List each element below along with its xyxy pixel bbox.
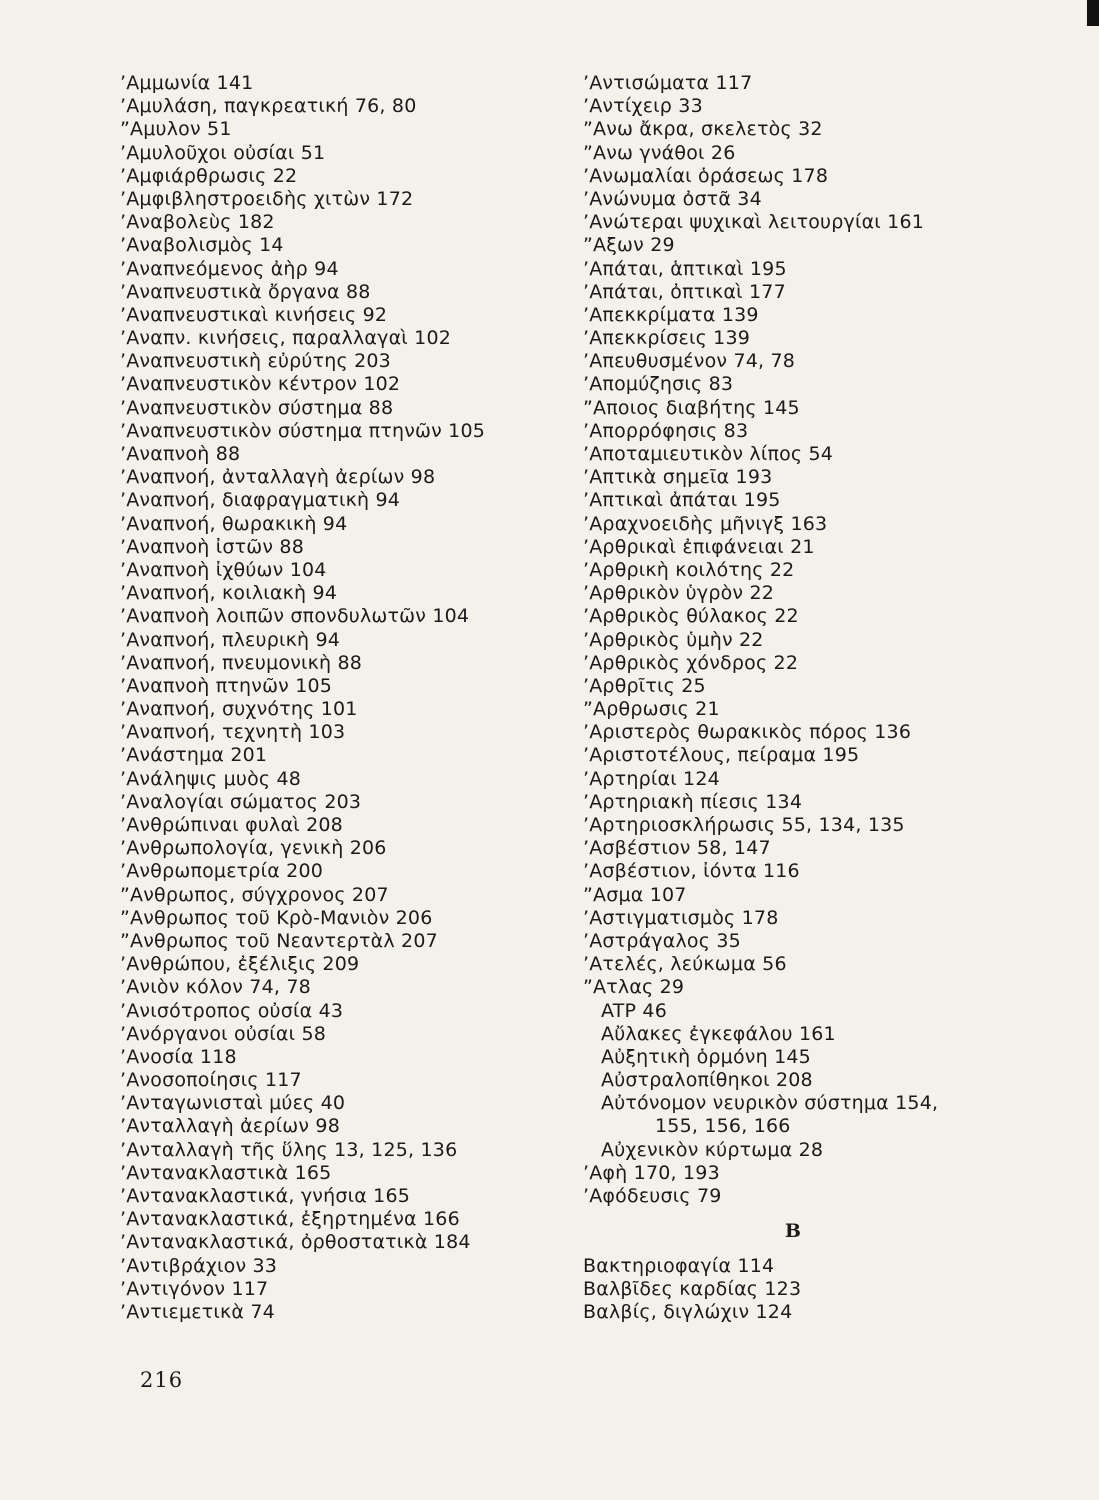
index-entry: ’Αμυλοῦχοι οὐσίαι 51 (120, 141, 326, 164)
index-entry: ”Αμυλον 51 (120, 118, 232, 141)
index-entry: Αὐστραλοπίθηκοι 208 (601, 1069, 813, 1092)
index-entry: ’Αντιβράχιον 33 (120, 1254, 278, 1277)
index-entry: ’Αναπνοὴ 88 (120, 443, 241, 465)
index-entry: ’Αναπνοή, πνευμονικὴ 88 (120, 651, 363, 674)
index-entry: ’Αναπνευστικὰ ὄργανα 88 (120, 280, 371, 303)
index-entry: ’Απεκκρίσεις 139 (583, 327, 751, 350)
index-entry: ”Ανω γνάθοι 26 (583, 141, 736, 164)
index-entry: ’Αναπν. κινήσεις, παραλλαγαὶ 102 (120, 327, 452, 350)
index-entry: ’Αντανακλαστικά, ἐξηρτημένα 166 (120, 1208, 460, 1231)
index-entry: ’Αρθρικαὶ ἐπιφάνειαι 21 (583, 535, 815, 558)
index-entry: ’Αρθρικὸν ὑγρὸν 22 (583, 582, 775, 605)
index-entry: Αὔλακες ἐγκεφάλου 161 (601, 1022, 836, 1045)
index-entry: ’Αριστερὸς θωρακικὸς πόρος 136 (583, 721, 912, 744)
index-entry: ’Απάται, ὀπτικαὶ 177 (583, 280, 786, 303)
index-entry: ’Αναπνοή, τεχνητὴ 103 (120, 721, 346, 744)
index-entry: ’Αστιγματισμὸς 178 (583, 906, 779, 929)
index-entry: ’Ανιὸν κόλον 74, 78 (120, 976, 311, 999)
index-entry: ’Αναπνευστικὸν κέντρον 102 (120, 373, 401, 396)
index-entry: ’Απτικὰ σημεῖα 193 (583, 466, 773, 489)
index-entry: ’Αρθρικὸς θύλακος 22 (583, 605, 799, 628)
index-entry: ’Ανταγωνισταὶ μύες 40 (120, 1092, 346, 1115)
index-entry: ’Αρτηριακὴ πίεσις 134 (583, 790, 803, 813)
index-entry: Βακτηριοφαγία 114 (583, 1254, 775, 1277)
index-entry: ’Αναπνοὴ λοιπῶν σπονδυλωτῶν 104 (120, 605, 470, 628)
index-entry: ’Αραχνοειδὴς μῆνιγξ 163 (583, 512, 828, 535)
index-entry: ’Αρθρικὴ κοιλότης 22 (583, 558, 795, 581)
index-entry: ’Ασβέστιον 58, 147 (583, 837, 771, 860)
index-entry: ’Απτικαὶ ἀπάται 195 (583, 489, 781, 512)
index-entry: ’Ανοσοποίησις 117 (120, 1069, 302, 1092)
index-entry: ’Αναπνοή, κοιλιακὴ 94 (120, 582, 338, 605)
index-entry: ’Αναπνευστικὸν σύστημα 88 (120, 396, 394, 419)
index-entry: ’Ανταλλαγὴ ἀερίων 98 (120, 1115, 340, 1138)
index-entry: ’Αρθρῖτις 25 (583, 674, 706, 697)
index-entry: ’Αντανακλαστικά, ὀρθοστατικὰ 184 (120, 1231, 471, 1254)
index-entry: ”Ανω ἄκρα, σκελετὸς 32 (583, 118, 823, 141)
index-entry: ’Ανισότροπος οὐσία 43 (120, 999, 344, 1022)
index-entry: ’Αναπνοή, συχνότης 101 (120, 698, 358, 721)
index-entry: ’Αναπνεόμενος ἀὴρ 94 (120, 257, 339, 280)
index-entry: ’Αναπνοὴ ἰχθύων 104 (120, 558, 327, 581)
index-entry: ’Αναπνοή, θωρακικὴ 94 (120, 512, 348, 535)
index-entry: ’Ανθρώπιναι φυλαὶ 208 (120, 814, 343, 836)
index-entry: ’Αμμωνία 141 (120, 72, 254, 94)
index-column-left (120, 72, 560, 1324)
index-entry: ”Ασμα 107 (583, 883, 687, 906)
index-entry: ’Ανωμαλίαι ὁράσεως 178 (583, 164, 829, 187)
index-entry: ’Αναπνοή, πλευρικὴ 94 (120, 628, 341, 651)
index-entry: ’Αναπνευστικαὶ κινήσεις 92 (120, 303, 388, 326)
index-entry: ’Ανάληψις μυὸς 48 (120, 767, 302, 790)
index-entry: ’Απομύζησις 83 (583, 373, 734, 396)
index-entry: ’Αντιγόνον 117 (120, 1277, 269, 1300)
index-entry: ”Ανθρωπος τοῦ Νεαντερτὰλ 207 (120, 929, 438, 952)
index-entry: Βαλβῖδες καρδίας 123 (583, 1277, 802, 1300)
index-entry: ’Αντίχειρ 33 (583, 95, 703, 118)
index-entry: ’Αποταμιευτικὸν λίπος 54 (583, 443, 834, 465)
index-entry: ’Ασβέστιον, ἰόντα 116 (583, 860, 800, 883)
index-entry: Αὐχενικὸν κύρτωμα 28 (601, 1138, 824, 1161)
index-entry: Αὐξητικὴ ὁρμόνη 145 (601, 1045, 811, 1068)
index-entry: ’Ατελές, λεύκωμα 56 (583, 953, 787, 976)
index-entry: ”Ανθρωπος, σύγχρονος 207 (120, 883, 389, 906)
index-entry: ’Ανώτεραι ψυχικαὶ λειτουργίαι 161 (583, 211, 925, 234)
index-entry: ’Ανθρώπου, ἐξέλιξις 209 (120, 953, 360, 976)
index-entry: ATP 46 (601, 999, 668, 1022)
section-letter-heading: Β (784, 1220, 802, 1243)
index-entry: ”Αξων 29 (583, 234, 675, 257)
index-entry: ’Ανθρωπολογία, γενικὴ 206 (120, 837, 387, 860)
index-entry: ’Αρθρικὸς ὑμὴν 22 (583, 628, 764, 651)
index-entry: ’Αφὴ 170, 193 (583, 1161, 720, 1184)
index-entry: ’Ανοσία 118 (120, 1045, 237, 1068)
index-entry: ’Αντανακλαστικὰ 165 (120, 1161, 332, 1184)
index-entry: ’Αστράγαλος 35 (583, 929, 741, 952)
index-entry: ’Απορρόφησις 83 (583, 419, 749, 442)
index-entry: 155, 156, 166 (655, 1115, 791, 1138)
index-entry: ’Αριστοτέλους, πείραμα 195 (583, 744, 860, 767)
index-entry: ’Αναπνοή, διαφραγματικὴ 94 (120, 489, 401, 512)
page-number: 216 (140, 1368, 184, 1392)
index-entry: ’Αναπνευστικὴ εὐρύτης 203 (120, 350, 391, 373)
index-entry: ’Αναπνευστικὸν σύστημα πτηνῶν 105 (120, 419, 486, 442)
index-entry: ”Αρθρωσις 21 (583, 698, 720, 721)
scan-edge-mark (1087, 0, 1099, 26)
index-entry: ’Αμφιβληστροειδὴς χιτὼν 172 (120, 187, 414, 210)
index-entry: ”Αποιος διαβήτης 145 (583, 396, 800, 419)
index-entry: ’Αναπνοὴ πτηνῶν 105 (120, 674, 333, 697)
index-entry: ’Αρθρικὸς χόνδρος 22 (583, 651, 799, 674)
index-entry: ’Ανταλλαγὴ τῆς ὕλης 13, 125, 136 (120, 1138, 458, 1161)
index-entry: ’Απεκκρίματα 139 (583, 303, 759, 326)
index-entry: ’Απάται, ἁπτικαὶ 195 (583, 257, 787, 280)
index-entry: ’Αντανακλαστικά, γνήσια 165 (120, 1185, 411, 1207)
index-entry: ’Αμφιάρθρωσις 22 (120, 164, 298, 187)
index-entry: ’Αναβολισμὸς 14 (120, 234, 284, 257)
index-entry: ’Αρτηριοσκλήρωσις 55, 134, 135 (583, 814, 905, 836)
index-entry: ’Αφόδευσις 79 (583, 1185, 722, 1207)
index-entry: ’Ανθρωπομετρία 200 (120, 860, 324, 883)
index-entry: ’Αντισώματα 117 (583, 72, 753, 94)
index-entry: ’Αναπνοή, ἀνταλλαγὴ ἀερίων 98 (120, 466, 436, 489)
index-entry: Αὐτόνομον νευρικὸν σύστημα 154, (601, 1092, 939, 1115)
index-entry: ’Αντιεμετικὰ 74 (120, 1300, 275, 1323)
index-entry: ’Απευθυσμένον 74, 78 (583, 350, 796, 373)
index-entry: ’Αναβολεὺς 182 (120, 211, 275, 234)
index-column-right (583, 72, 1003, 1324)
index-entry: ’Ανώνυμα ὀστᾶ 34 (583, 187, 762, 210)
index-entry: ’Αναλογίαι σώματος 203 (120, 790, 362, 813)
index-entry: ’Αρτηρίαι 124 (583, 767, 720, 790)
index-entry: ’Ανόργανοι οὐσίαι 58 (120, 1022, 327, 1045)
index-entry: ”Ατλας 29 (583, 976, 685, 999)
index-entry: ’Αμυλάση, παγκρεατική 76, 80 (120, 95, 417, 118)
index-entry: ’Αναπνοὴ ἰστῶν 88 (120, 535, 304, 558)
index-entry: Βαλβίς, διγλώχιν 124 (583, 1300, 793, 1323)
index-entry: ’Ανάστημα 201 (120, 744, 268, 767)
index-entry: ”Ανθρωπος τοῦ Κρὸ-Μανιὸν 206 (120, 906, 433, 929)
